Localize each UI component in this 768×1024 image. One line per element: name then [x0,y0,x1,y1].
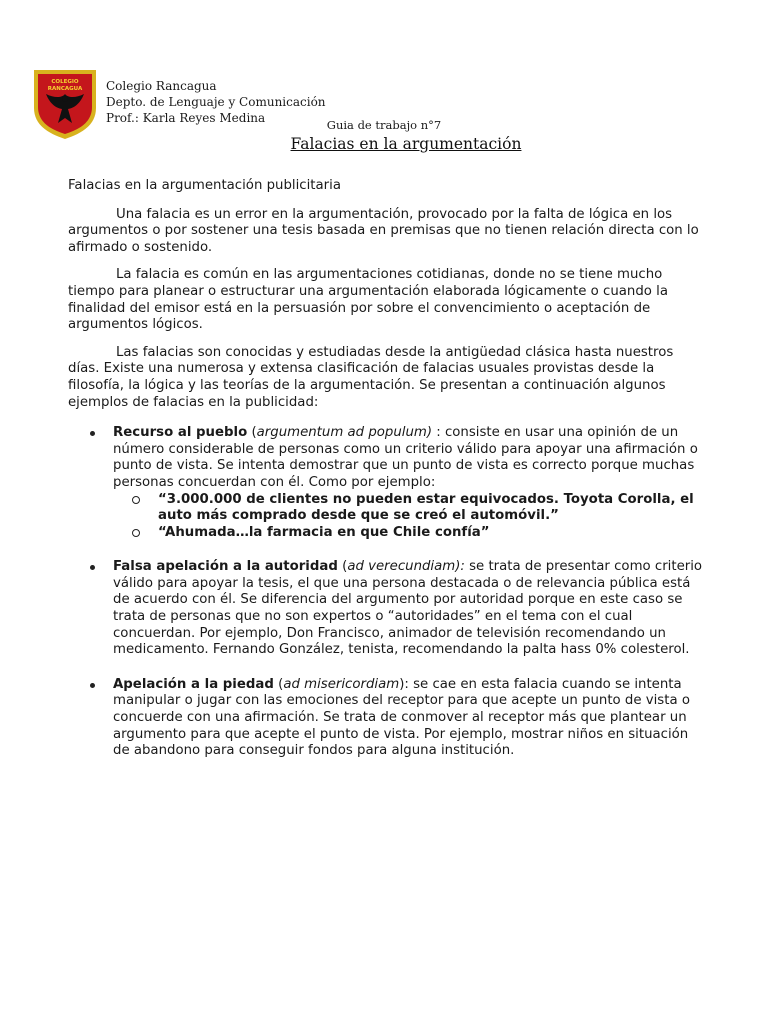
paragraph: Las falacias son conocidas y estudiadas desde la antigüedad clásica hasta nuestros días. Existe una numerosa y extensa clasificación de falacias usuales provistas desde la filosofía, la lógica y las teorías de la argumentación. Se presentan a continuación algunos ejemplos de falacias en la publicidad: [68,344,674,410]
paren-open: ( [247,425,257,441]
bullet-icon [90,431,95,436]
svg-text:COLEGIO: COLEGIO [51,79,79,85]
circle-bullet-icon [132,496,140,504]
department-name: Depto. de Lenguaje y Comunicación [106,95,326,109]
example-item [113,525,708,542]
bullet-icon [90,565,95,570]
list-item [68,425,708,541]
fallacy-term: Recurso al pueblo [113,425,248,441]
svg-text:RANCAGUA: RANCAGUA [47,86,83,92]
paren-open: ( [273,676,284,692]
paren-open: ( [337,559,348,575]
list-item [68,559,708,659]
paragraph: Una falacia es un error en la argumentación, provocado por la falta de lógica en los argumentos o por sostener una tesis basada en premisas que no tienen relación directa con lo afirmado o sostenido. [68,206,699,255]
fallacy-list [68,425,708,760]
fallacy-description: se trata de presentar como criterio válido para apoyar la tesis, el que una persona destacada o de relevancia pública está de acuerdo con él. Se diferencia del argumento por autoridad porque en este caso se trata de personas que no son expertos o “autoridades” en el tema con el cual concuerdan. Por ejemplo, Don Francisco, animador de televisión recomendando un medicamento. Fernando González, tenista, recomendando la palta hass 0% colesterol. [113,559,703,658]
example-text: “Ahumada…la farmacia en que Chile confía” [158,524,490,540]
guide-label: Guia de trabajo n°7 [326,118,442,132]
fallacy-description: ): se cae en esta falacia cuando se intenta manipular o jugar con las emociones del receptor para que acepte un punto de vista o concuerde con una afirmación. Se trata de conmover al receptor más que plantear un argumento para que acepte el punto de vista. Por ejemplo, mostrar niños en situación de abandono para conseguir fondos para alguna institución. [113,676,690,759]
latin-name: ad misericordiam [283,676,400,692]
school-name: Colegio Rancagua [106,79,217,93]
latin-name: ad verecundiam): [347,559,465,575]
teacher-name: Prof.: Karla Reyes Medina [106,111,266,125]
circle-bullet-icon [132,529,140,537]
section-heading: Falacias en la argumentación publicitaria [68,178,341,193]
document-title: Falacias en la argumentación [290,135,522,153]
list-item [68,677,708,760]
fallacy-description: : consiste en usar una opinión de un número considerable de personas como un criterio válido para apoyar una afirmación o punto de vista. Se intenta demostrar que un punto de vista es correcto porque muchas personas concuerdan con él. Como por ejemplo: [113,425,698,490]
example-item [113,492,708,525]
example-text: “3.000.000 de clientes no pueden estar equivocados. Toyota Corolla, el auto más comprado desde que se creó el automóvil.” [158,491,694,524]
bullet-icon [90,683,95,688]
fallacy-term: Apelación a la piedad [113,676,274,692]
latin-name: argumentum ad populum) [256,425,433,441]
fallacy-term: Falsa apelación a la autoridad [113,559,338,575]
document-body [68,178,708,778]
example-list [113,492,708,542]
paragraph: La falacia es común en las argumentaciones cotidianas, donde no se tiene mucho tiempo para planear o estructurar una argumentación elaborada lógicamente o cuando la finalidad del emisor está en la persuasión por sobre el convencimiento o aceptación de argumentos lógicos. [68,267,668,333]
